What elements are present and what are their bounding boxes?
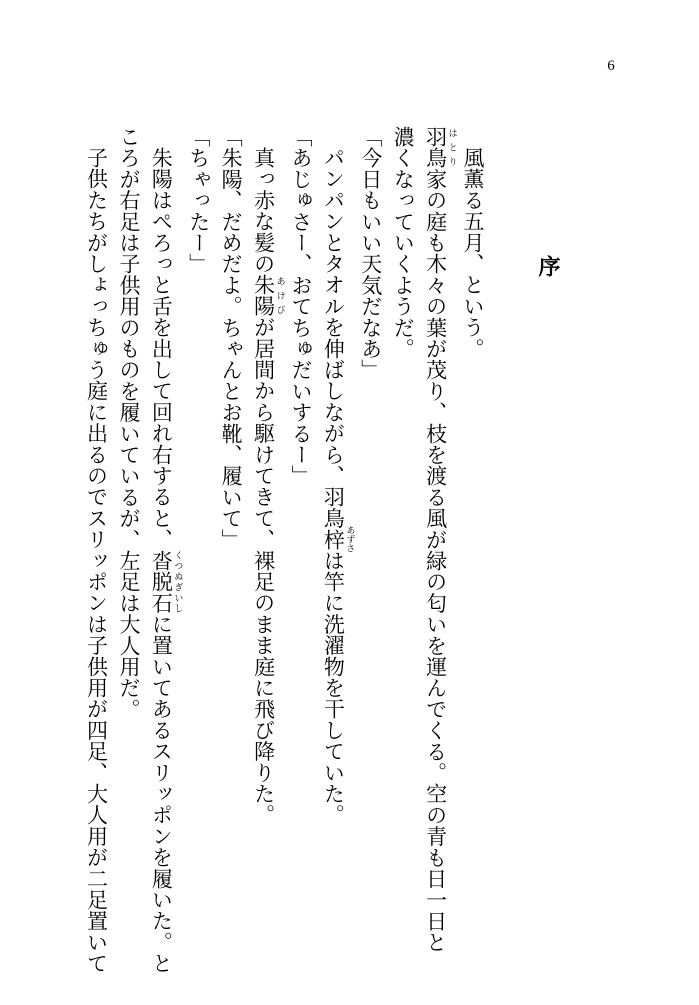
ruby-base: 朱陽	[251, 274, 276, 317]
text-run: に置いてあるスリッポンを履いた。と	[149, 613, 174, 974]
body-text	[80, 126, 489, 974]
text-run: 風薫る五月、という。	[461, 147, 485, 359]
text-line-9	[182, 126, 214, 966]
ruby-reading: はとり	[446, 126, 457, 169]
text-run: 「ちゃったー」	[186, 126, 211, 275]
ruby-reading: くつぬぎいし	[172, 549, 183, 614]
ruby-base: 羽鳥	[423, 126, 448, 169]
text-run: は竿に洗濯物を干していた。	[321, 549, 346, 826]
text-line-3	[387, 126, 419, 966]
text-run: 「今日もいい天気だなあ」	[358, 126, 383, 381]
text-line-12	[80, 126, 112, 974]
text-run: 真っ赤な髪の	[251, 147, 276, 275]
text-line-7	[247, 126, 284, 966]
text-run: 家の庭も木々の葉が茂り、枝を渡る風が緑の匂いを運んでくる。空の青も日一日と	[423, 168, 448, 953]
text-run: ころが右足は子供用のものを履いているが、左足は大人用だ。	[116, 126, 141, 720]
text-run: 「朱陽、だめだよ。ちゃんとお靴、履いて」	[219, 126, 244, 550]
ruby-word-hatori	[423, 126, 457, 169]
ruby-reading: あけび	[274, 274, 285, 317]
text-line-10	[145, 126, 183, 974]
page-number: 6	[607, 58, 615, 74]
text-line-8	[215, 126, 247, 966]
text-run: 濃くなっていくようだ。	[391, 126, 416, 360]
text-line-5	[317, 126, 354, 966]
ruby-word-akebi	[251, 274, 285, 317]
text-line-6	[285, 126, 317, 966]
chapter-title: 序	[535, 255, 561, 277]
text-run: パンパンとタオルを伸ばしながら、羽鳥	[321, 147, 346, 529]
text-run: 子供たちがしょっちゅう庭に出るのでスリッポンは子供用が四足、大人用が二足置いて	[84, 147, 109, 974]
text-run: が居間から駆けてきて、裸足のまま庭に飛び降りた。	[251, 316, 276, 826]
ruby-word-kutsunugiishi	[149, 549, 183, 614]
ruby-word-azusa	[321, 525, 355, 553]
ruby-reading: あずさ	[344, 525, 355, 553]
text-line-2	[419, 126, 456, 966]
text-run: 朱陽はぺろっと舌を出して回れ右すると、	[149, 147, 174, 550]
text-run: 「あじゅさー、おてちゅだいするー」	[288, 126, 313, 487]
ruby-base: 梓	[321, 525, 346, 553]
ruby-base: 沓脱石	[149, 549, 174, 614]
text-line-1	[457, 126, 489, 966]
text-line-11	[113, 126, 145, 966]
text-line-4	[354, 126, 386, 966]
